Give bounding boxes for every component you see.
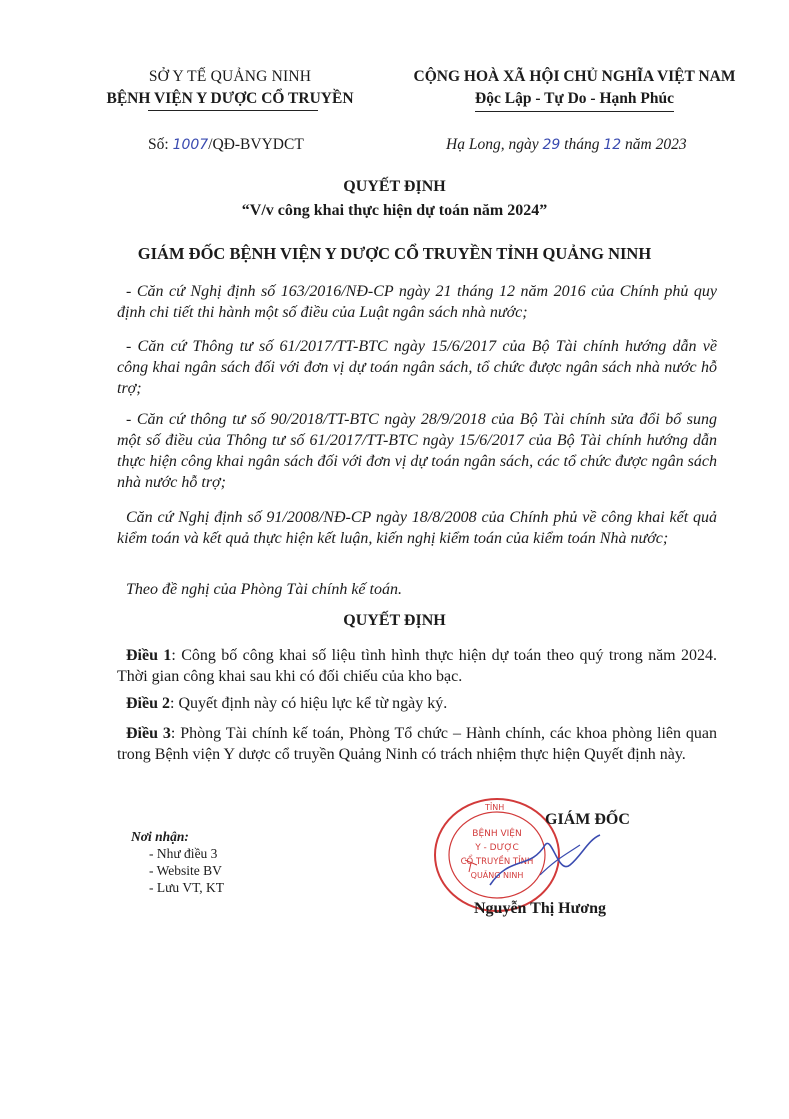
stamp-outer-text: TỈNH [485,803,505,812]
legal-basis-3: - Căn cứ thông tư số 90/2018/TT-BTC ngày 28/9/2018 của Bộ Tài chính sửa đổi bổ sung một số điều của Thông tư số 61/2017/TT-BTC ngày 15/6/2017 của Bộ Tài chính hướng dẫn thực hiện công khai ngân sách đối với đơn vị dự toán ngân sách, các tổ chức được ngân sách nhà nước hỗ trợ; [117,411,717,491]
date-month-handwritten: 12 [603,137,622,153]
document-number [148,136,304,154]
stamp-line-3: CỔ TRUYỀN TỈNH [460,857,534,867]
legal-basis-4: Căn cứ Nghị định số 91/2008/NĐ-CP ngày 18/8/2008 của Chính phủ về công khai kết quả kiểm toán và kết quả thực hiện kết luận, kiến nghị kiểm toán của kiểm toán Nhà nước; [117,509,717,547]
document-subject: “V/v công khai thực hiện dự toán năm 2024” [241,202,548,219]
article-2-text: : Quyết định này có hiệu lực kể từ ngày ký. [170,695,448,712]
country-name: CỘNG HOÀ XÃ HỘI CHỦ NGHĨA VIỆT NAM [413,68,736,85]
proposal-basis: Theo đề nghị của Phòng Tài chính kế toán. [126,581,402,598]
national-title [392,66,757,112]
ref-number-handwritten: 1007 [172,137,209,153]
header-left-underline [148,110,318,111]
article-3 [117,723,717,765]
date-year: năm 2023 [621,136,687,153]
decision-heading: QUYẾT ĐỊNH [343,612,446,629]
article-3-label: Điều 3 [126,725,171,742]
issue-date [446,136,687,154]
article-1 [117,645,717,687]
hospital-name: BỆNH VIỆN Y DƯỢC CỔ TRUYỀN [106,90,354,107]
stamp-line-1: BỆNH VIỆN [472,829,522,839]
signatory-name: Nguyễn Thị Hương [474,900,606,917]
recipient-item: - Như điều 3 [149,846,218,861]
legal-basis-1: - Căn cứ Nghị định số 163/2016/NĐ-CP ngày 21 tháng 12 năm 2016 của Chính phủ quy định chi tiết thi hành một số điều của Luật ngân sách nhà nước; [117,283,717,321]
article-3-text: : Phòng Tài chính kế toán, Phòng Tổ chức – Hành chính, các khoa phòng liên quan trong Bệnh viện Y dược cổ truyền Quảng Ninh có trách nhiệm thực hiện Quyết định này. [117,725,718,763]
handwritten-signature [470,815,620,905]
ref-prefix: Số: [148,136,173,153]
article-1-label: Điều 1 [126,647,172,664]
article-2 [117,693,717,714]
recipient-item: - Lưu VT, KT [149,880,225,895]
issuing-authority: GIÁM ĐỐC BỆNH VIỆN Y DƯỢC CỔ TRUYỀN TỈNH QUẢNG NINH [137,244,652,263]
stamp-line-2: Y - DƯỢC [475,843,519,853]
date-month-label: tháng [560,136,604,153]
legal-basis-2: - Căn cứ Thông tư số 61/2017/TT-BTC ngày 15/6/2017 của Bộ Tài chính hướng dẫn về công khai ngân sách đối với đơn vị dự toán ngân sách, tổ chức được ngân sách nhà nước hỗ trợ; [117,338,717,397]
article-2-label: Điều 2 [126,695,170,712]
document-type-title: QUYẾT ĐỊNH [343,178,446,195]
recipient-item: - Website BV [149,863,222,878]
article-1-text: : Công bố công khai số liệu tình hình thực hiện dự toán theo quý trong năm 2024. Thời gian công khai sau khi có đối chiếu của kho bạc. [117,647,718,685]
date-place: Hạ Long, ngày [446,136,543,153]
ministry-name: SỞ Y TẾ QUẢNG NINH [148,68,312,85]
issuing-organization [70,66,390,110]
ref-suffix: /QĐ-BVYDCT [208,136,304,153]
national-motto: Độc Lập - Tự Do - Hạnh Phúc [475,88,674,112]
signatory-title: GIÁM ĐỐC [545,811,630,828]
date-day-handwritten: 29 [542,137,561,153]
stamp-line-4: QUẢNG NINH [470,871,524,880]
recipients-block [131,828,224,896]
recipients-heading: Nơi nhận: [131,829,189,844]
